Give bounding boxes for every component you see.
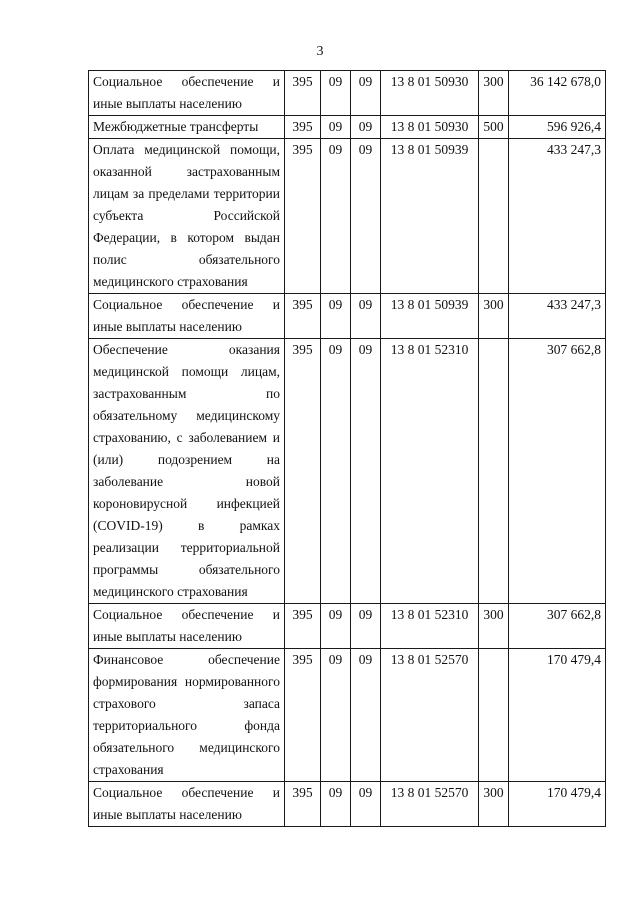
ministry-code: 395 [285,782,321,827]
ministry-code: 395 [285,649,321,782]
ministry-code: 395 [285,139,321,294]
expense-type-code: 300 [479,71,509,116]
expense-type-code: 300 [479,604,509,649]
table-row [89,339,606,604]
page-number: 3 [316,44,324,59]
target-article-code: 13 8 01 50930 [381,71,479,116]
amount: 170 479,4 [509,782,606,827]
subsection-code: 09 [351,139,381,294]
section-code: 09 [321,649,351,782]
target-article-code: 13 8 01 52570 [381,649,479,782]
section-code: 09 [321,139,351,294]
amount: 433 247,3 [509,139,606,294]
section-code: 09 [321,782,351,827]
budget-table [88,70,606,827]
ministry-code: 395 [285,294,321,339]
subsection-code: 09 [351,339,381,604]
row-name: Социальное обеспечение и иные выплаты населению [89,294,285,339]
row-name: Межбюджетные трансферты [89,116,285,139]
amount: 170 479,4 [509,649,606,782]
table-row [89,139,606,294]
subsection-code: 09 [351,294,381,339]
section-code: 09 [321,604,351,649]
row-name: Социальное обеспечение и иные выплаты населению [89,782,285,827]
expense-type-code: 300 [479,294,509,339]
subsection-code: 09 [351,782,381,827]
row-name: Обеспечение оказания медицинской помощи лицам, застрахованным по обязательному медицинскому страхованию, с заболеванием и (или) подозрением на заболевание новой короновирусной инфекцией (COVID-19) в рамках реализации территориальной программы обязательного медицинского страхования [89,339,285,604]
ministry-code: 395 [285,604,321,649]
section-code: 09 [321,339,351,604]
target-article-code: 13 8 01 52310 [381,339,479,604]
row-name: Социальное обеспечение и иные выплаты населению [89,71,285,116]
expense-type-code [479,339,509,604]
target-article-code: 13 8 01 50930 [381,116,479,139]
amount: 36 142 678,0 [509,71,606,116]
row-name: Финансовое обеспечение формирования нормированного страхового запаса территориального фонда обязательного медицинского страхования [89,649,285,782]
table-row [89,116,606,139]
expense-type-code: 500 [479,116,509,139]
amount: 596 926,4 [509,116,606,139]
ministry-code: 395 [285,116,321,139]
subsection-code: 09 [351,649,381,782]
table-row [89,604,606,649]
amount: 307 662,8 [509,339,606,604]
target-article-code: 13 8 01 50939 [381,294,479,339]
target-article-code: 13 8 01 50939 [381,139,479,294]
subsection-code: 09 [351,604,381,649]
expense-type-code [479,649,509,782]
ministry-code: 395 [285,71,321,116]
expense-type-code: 300 [479,782,509,827]
expense-type-code [479,139,509,294]
target-article-code: 13 8 01 52310 [381,604,479,649]
section-code: 09 [321,71,351,116]
amount: 307 662,8 [509,604,606,649]
ministry-code: 395 [285,339,321,604]
row-name: Социальное обеспечение и иные выплаты населению [89,604,285,649]
row-name: Оплата медицинской помощи, оказанной застрахованным лицам за пределами территории субъекта Российской Федерации, в котором выдан полис обязательного медицинского страхования [89,139,285,294]
table-row [89,71,606,116]
subsection-code: 09 [351,71,381,116]
table-row [89,649,606,782]
target-article-code: 13 8 01 52570 [381,782,479,827]
table-row [89,782,606,827]
table-row [89,294,606,339]
subsection-code: 09 [351,116,381,139]
amount: 433 247,3 [509,294,606,339]
section-code: 09 [321,116,351,139]
section-code: 09 [321,294,351,339]
